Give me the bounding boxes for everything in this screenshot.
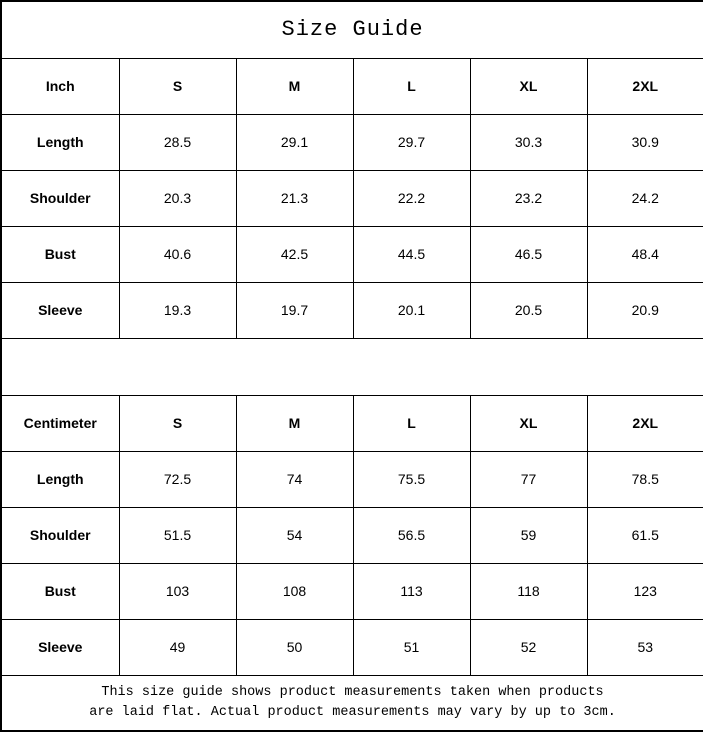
value-cell: 77 xyxy=(470,451,587,507)
value-cell: 20.9 xyxy=(587,282,703,338)
row-label-length: Length xyxy=(1,114,119,170)
value-cell: 113 xyxy=(353,563,470,619)
value-cell: 78.5 xyxy=(587,451,703,507)
footer-note-line1: This size guide shows product measurements taken when products xyxy=(101,684,604,700)
value-cell: 72.5 xyxy=(119,451,236,507)
row-label-bust: Bust xyxy=(1,226,119,282)
size-header-l: L xyxy=(353,395,470,451)
row-label-shoulder: Shoulder xyxy=(1,170,119,226)
value-cell: 51 xyxy=(353,619,470,675)
value-cell: 49 xyxy=(119,619,236,675)
value-cell: 48.4 xyxy=(587,226,703,282)
value-cell: 23.2 xyxy=(470,170,587,226)
value-cell: 22.2 xyxy=(353,170,470,226)
value-cell: 74 xyxy=(236,451,353,507)
value-cell: 59 xyxy=(470,507,587,563)
value-cell: 40.6 xyxy=(119,226,236,282)
size-header-s: S xyxy=(119,58,236,114)
value-cell: 118 xyxy=(470,563,587,619)
value-cell: 29.1 xyxy=(236,114,353,170)
row-label-sleeve: Sleeve xyxy=(1,282,119,338)
value-cell: 75.5 xyxy=(353,451,470,507)
cm-bust-row xyxy=(1,563,703,619)
size-header-2xl: 2XL xyxy=(587,395,703,451)
page-title: Size Guide xyxy=(1,1,703,58)
value-cell: 123 xyxy=(587,563,703,619)
cm-length-row xyxy=(1,451,703,507)
size-header-m: M xyxy=(236,395,353,451)
value-cell: 46.5 xyxy=(470,226,587,282)
value-cell: 56.5 xyxy=(353,507,470,563)
row-label-length: Length xyxy=(1,451,119,507)
value-cell: 30.9 xyxy=(587,114,703,170)
cm-sleeve-row xyxy=(1,619,703,675)
value-cell: 28.5 xyxy=(119,114,236,170)
value-cell: 51.5 xyxy=(119,507,236,563)
value-cell: 103 xyxy=(119,563,236,619)
value-cell: 19.7 xyxy=(236,282,353,338)
value-cell: 54 xyxy=(236,507,353,563)
title-row xyxy=(1,1,703,58)
value-cell: 20.1 xyxy=(353,282,470,338)
gap-row xyxy=(1,338,703,395)
size-header-xl: XL xyxy=(470,395,587,451)
row-label-bust: Bust xyxy=(1,563,119,619)
value-cell: 50 xyxy=(236,619,353,675)
row-label-shoulder: Shoulder xyxy=(1,507,119,563)
value-cell: 42.5 xyxy=(236,226,353,282)
value-cell: 44.5 xyxy=(353,226,470,282)
footer-note-line2: are laid flat. Actual product measurements may vary by up to 3cm. xyxy=(89,704,616,720)
cm-header-row xyxy=(1,395,703,451)
value-cell: 30.3 xyxy=(470,114,587,170)
unit-label-inch: Inch xyxy=(1,58,119,114)
size-header-m: M xyxy=(236,58,353,114)
size-header-xl: XL xyxy=(470,58,587,114)
footer-row xyxy=(1,675,703,731)
value-cell: 53 xyxy=(587,619,703,675)
size-header-l: L xyxy=(353,58,470,114)
inch-header-row xyxy=(1,58,703,114)
value-cell: 19.3 xyxy=(119,282,236,338)
cm-shoulder-row xyxy=(1,507,703,563)
size-header-2xl: 2XL xyxy=(587,58,703,114)
gap-cell xyxy=(1,338,703,395)
value-cell: 61.5 xyxy=(587,507,703,563)
value-cell: 20.3 xyxy=(119,170,236,226)
value-cell: 52 xyxy=(470,619,587,675)
value-cell: 108 xyxy=(236,563,353,619)
value-cell: 20.5 xyxy=(470,282,587,338)
inch-bust-row xyxy=(1,226,703,282)
size-header-s: S xyxy=(119,395,236,451)
inch-shoulder-row xyxy=(1,170,703,226)
unit-label-centimeter: Centimeter xyxy=(1,395,119,451)
inch-sleeve-row xyxy=(1,282,703,338)
inch-length-row xyxy=(1,114,703,170)
value-cell: 29.7 xyxy=(353,114,470,170)
value-cell: 21.3 xyxy=(236,170,353,226)
footer-note xyxy=(1,675,703,731)
value-cell: 24.2 xyxy=(587,170,703,226)
row-label-sleeve: Sleeve xyxy=(1,619,119,675)
